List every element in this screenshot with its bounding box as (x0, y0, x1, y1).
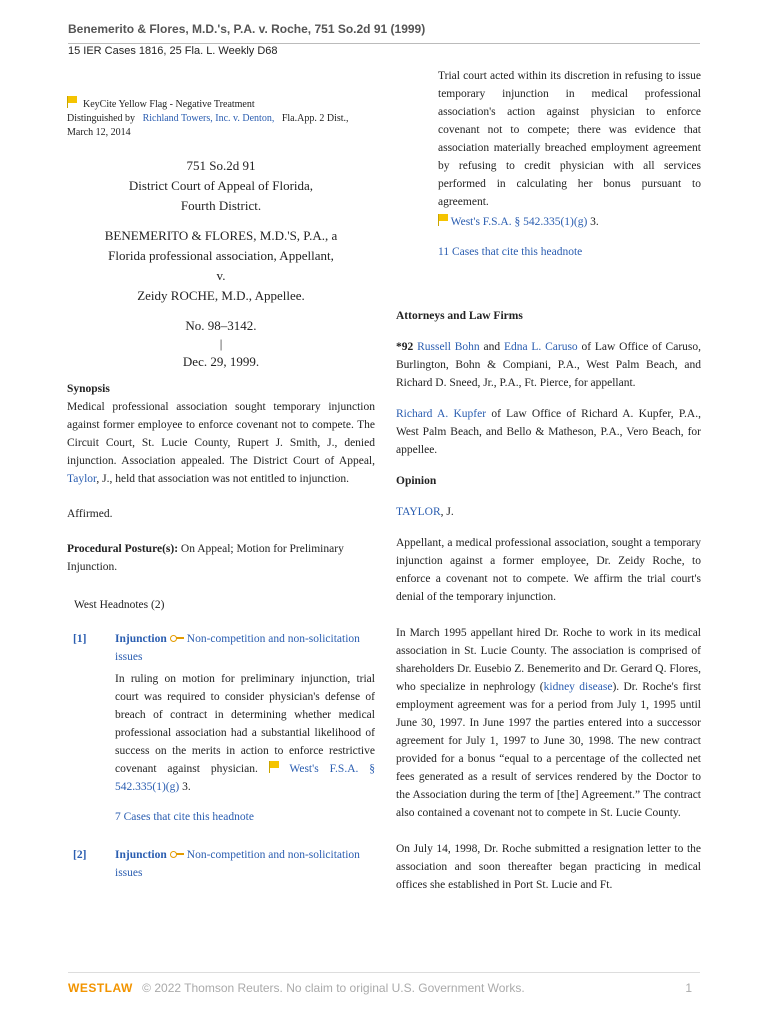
synopsis-section (67, 380, 375, 576)
left-column (67, 96, 375, 882)
attorney-link[interactable]: Edna L. Caruso (503, 341, 578, 353)
opinion-heading: Opinion (396, 475, 437, 487)
document-header-title: Benemerito & Flores, M.D.'s, P.A. v. Roche, 751 So.2d 91 (1999) (68, 22, 426, 36)
synopsis-heading: Synopsis (67, 383, 110, 395)
star-page: *92 (396, 341, 414, 353)
document-header-citation: 15 IER Cases 1816, 25 Fla. L. Weekly D68 (68, 45, 278, 57)
header-divider (68, 43, 700, 44)
yellow-flag-icon (67, 96, 77, 108)
keycite-date: March 12, 2014 (67, 127, 131, 138)
docket-number: No. 98–3142. (185, 318, 257, 333)
judge-link[interactable]: Taylor (67, 473, 97, 485)
attorneys-appellant: *92 Russell Bohn and Edna L. Caruso of Law Office of Caruso, Burlington, Bohn & Compiani, P.A., West Palm Beach, and Richard D. Sneed, Jr., P.A., Ft. Pierce, for appellant. (396, 341, 701, 389)
case-caption (67, 156, 375, 372)
copyright-notice: © 2022 Thomson Reuters. No claim to original U.S. Government Works. (142, 981, 525, 995)
court-district: Fourth District. (180, 198, 262, 213)
statute-link[interactable]: West's F.S.A. § 542.335(1)(g) (115, 763, 376, 793)
headnote-topic-link[interactable]: Injunction (115, 849, 167, 861)
headnote-topic-link[interactable]: Injunction (115, 633, 167, 645)
keycite-label: KeyCite Yellow Flag - Negative Treatment (83, 99, 255, 110)
page-number: 1 (685, 981, 692, 995)
headnote-subtopic-link[interactable]: Non-competition and non-solicitation issues (115, 849, 360, 879)
keycite-distinguished-label: Distinguished by (67, 113, 136, 124)
procedural-posture: Procedural Posture(s): On Appeal; Motion for Preliminary Injunction. (67, 543, 344, 573)
headnote-2-continued (438, 67, 701, 261)
synopsis-affirmed: Affirmed. (67, 508, 113, 520)
keycite-court: Fla.App. 2 Dist., (281, 113, 349, 124)
party-appellant-desc: Florida professional association, Appellant, (108, 248, 334, 263)
caption-separator: | (219, 336, 223, 351)
keycite-case-link[interactable]: Richland Towers, Inc. v. Denton, (142, 113, 275, 124)
kidney-disease-link[interactable]: kidney disease (543, 681, 613, 693)
opinion-paragraph: On July 14, 1998, Dr. Roche submitted a resignation letter to the association and soon thereafter began practicing in medical offices she established in Port St. Lucie and Ft. (396, 843, 701, 891)
headnote-2 (67, 846, 375, 882)
attorney-link[interactable]: Richard A. Kupfer (396, 408, 487, 420)
attorneys-heading: Attorneys and Law Firms (396, 310, 523, 322)
yellow-flag-icon (438, 214, 448, 226)
footer (68, 981, 700, 995)
party-appellant: BENEMERITO & FLORES, M.D.'S, P.A., a (104, 228, 338, 243)
decision-date: Dec. 29, 1999. (182, 354, 260, 369)
key-number-icon (170, 634, 184, 642)
reporter-citation: 751 So.2d 91 (186, 158, 256, 173)
judge-link[interactable]: TAYLOR (396, 506, 441, 518)
synopsis-text: Medical professional association sought temporary injunction against former employee to enforce covenant not to compete. The Circuit Court, St. Lucie County, Rupert J. Smith, J., denied injunction. Association appealed. The District Court of Appeal, Taylor, J., held that association was not entitled to injunction. (67, 401, 375, 485)
headnote-cites-link[interactable]: 7 Cases that cite this headnote (115, 811, 254, 823)
headnote-statute: West's F.S.A. § 542.335(1)(g) 3. (438, 213, 701, 231)
west-headnotes-heading: West Headnotes (2) (74, 599, 165, 611)
headnote-subtopic-link[interactable]: Non-competition and non-solicitation issues (115, 633, 360, 663)
footer-divider (68, 972, 700, 973)
court-name: District Court of Appeal of Florida, (128, 178, 314, 193)
headnote-1 (67, 630, 375, 826)
party-appellee: Zeidy ROCHE, M.D., Appellee. (137, 288, 305, 303)
headnote-number[interactable]: [2] (73, 849, 87, 861)
yellow-flag-icon (269, 761, 279, 773)
right-column (396, 67, 701, 894)
headnote-text: In ruling on motion for preliminary injunction, trial court was required to consider physician's defense of breach of contract in determining whether medical professional association had a substantial likelihood of success on the merits in action to enforce restrictive covenant against physician. West's F.S.A. § 542.335(1)(g) 3. (115, 673, 376, 793)
statute-link[interactable]: West's F.S.A. § 542.335(1)(g) (450, 216, 588, 228)
opinion-judge: TAYLOR, J. (396, 506, 454, 518)
keycite-block (67, 96, 375, 140)
attorney-link[interactable]: Russell Bohn (417, 341, 480, 353)
key-number-icon (170, 850, 184, 858)
attorneys-appellee: Richard A. Kupfer of Law Office of Richard A. Kupfer, P.A., West Palm Beach, and Bello & Matheson, P.A., Vero Beach, for appellee. (396, 408, 701, 456)
opinion-paragraph: In March 1995 appellant hired Dr. Roche to work in its medical association in St. Lucie County. The association is comprised of shareholders Dr. Eusebio Z. Benemerito and Dr. Gerard Q. Flores, who specialize in nephrology (kidney disease). Dr. Roche's first employment agreement was for a period from July 1, 1995 until June 30, 1997. In June 1997 the parties entered into a successor agreement for July 1, 1997 to June 30, 1998. The new contract provided for a bonus “equal to a percentage of the collected net fees generated as a result of services rendered by the Doctor to the Association during the term of [the] Agreement.” The contract also contained a covenant not to compete in St. Lucie County. (396, 627, 701, 819)
headnote-cites-link[interactable]: 11 Cases that cite this headnote (438, 246, 583, 258)
opinion-paragraph: Appellant, a medical professional association, sought a temporary injunction against a former employee, Dr. Zeidy Roche, to enforce a covenant not to compete. We affirm the trial court's denial of the temporary injunction. (396, 537, 701, 603)
westlaw-logo: WESTLAW (68, 981, 133, 995)
headnote-number[interactable]: [1] (73, 633, 87, 645)
versus: v. (216, 268, 226, 283)
headnote-text: Trial court acted within its discretion in refusing to issue temporary injunction in medical professional association's action against physician to enforce covenant not to compete; there was evidence that association materially breached employment agreement by refusing to credit physician with all services performed in calculating her bonus pursuant to agreement. (438, 70, 701, 208)
